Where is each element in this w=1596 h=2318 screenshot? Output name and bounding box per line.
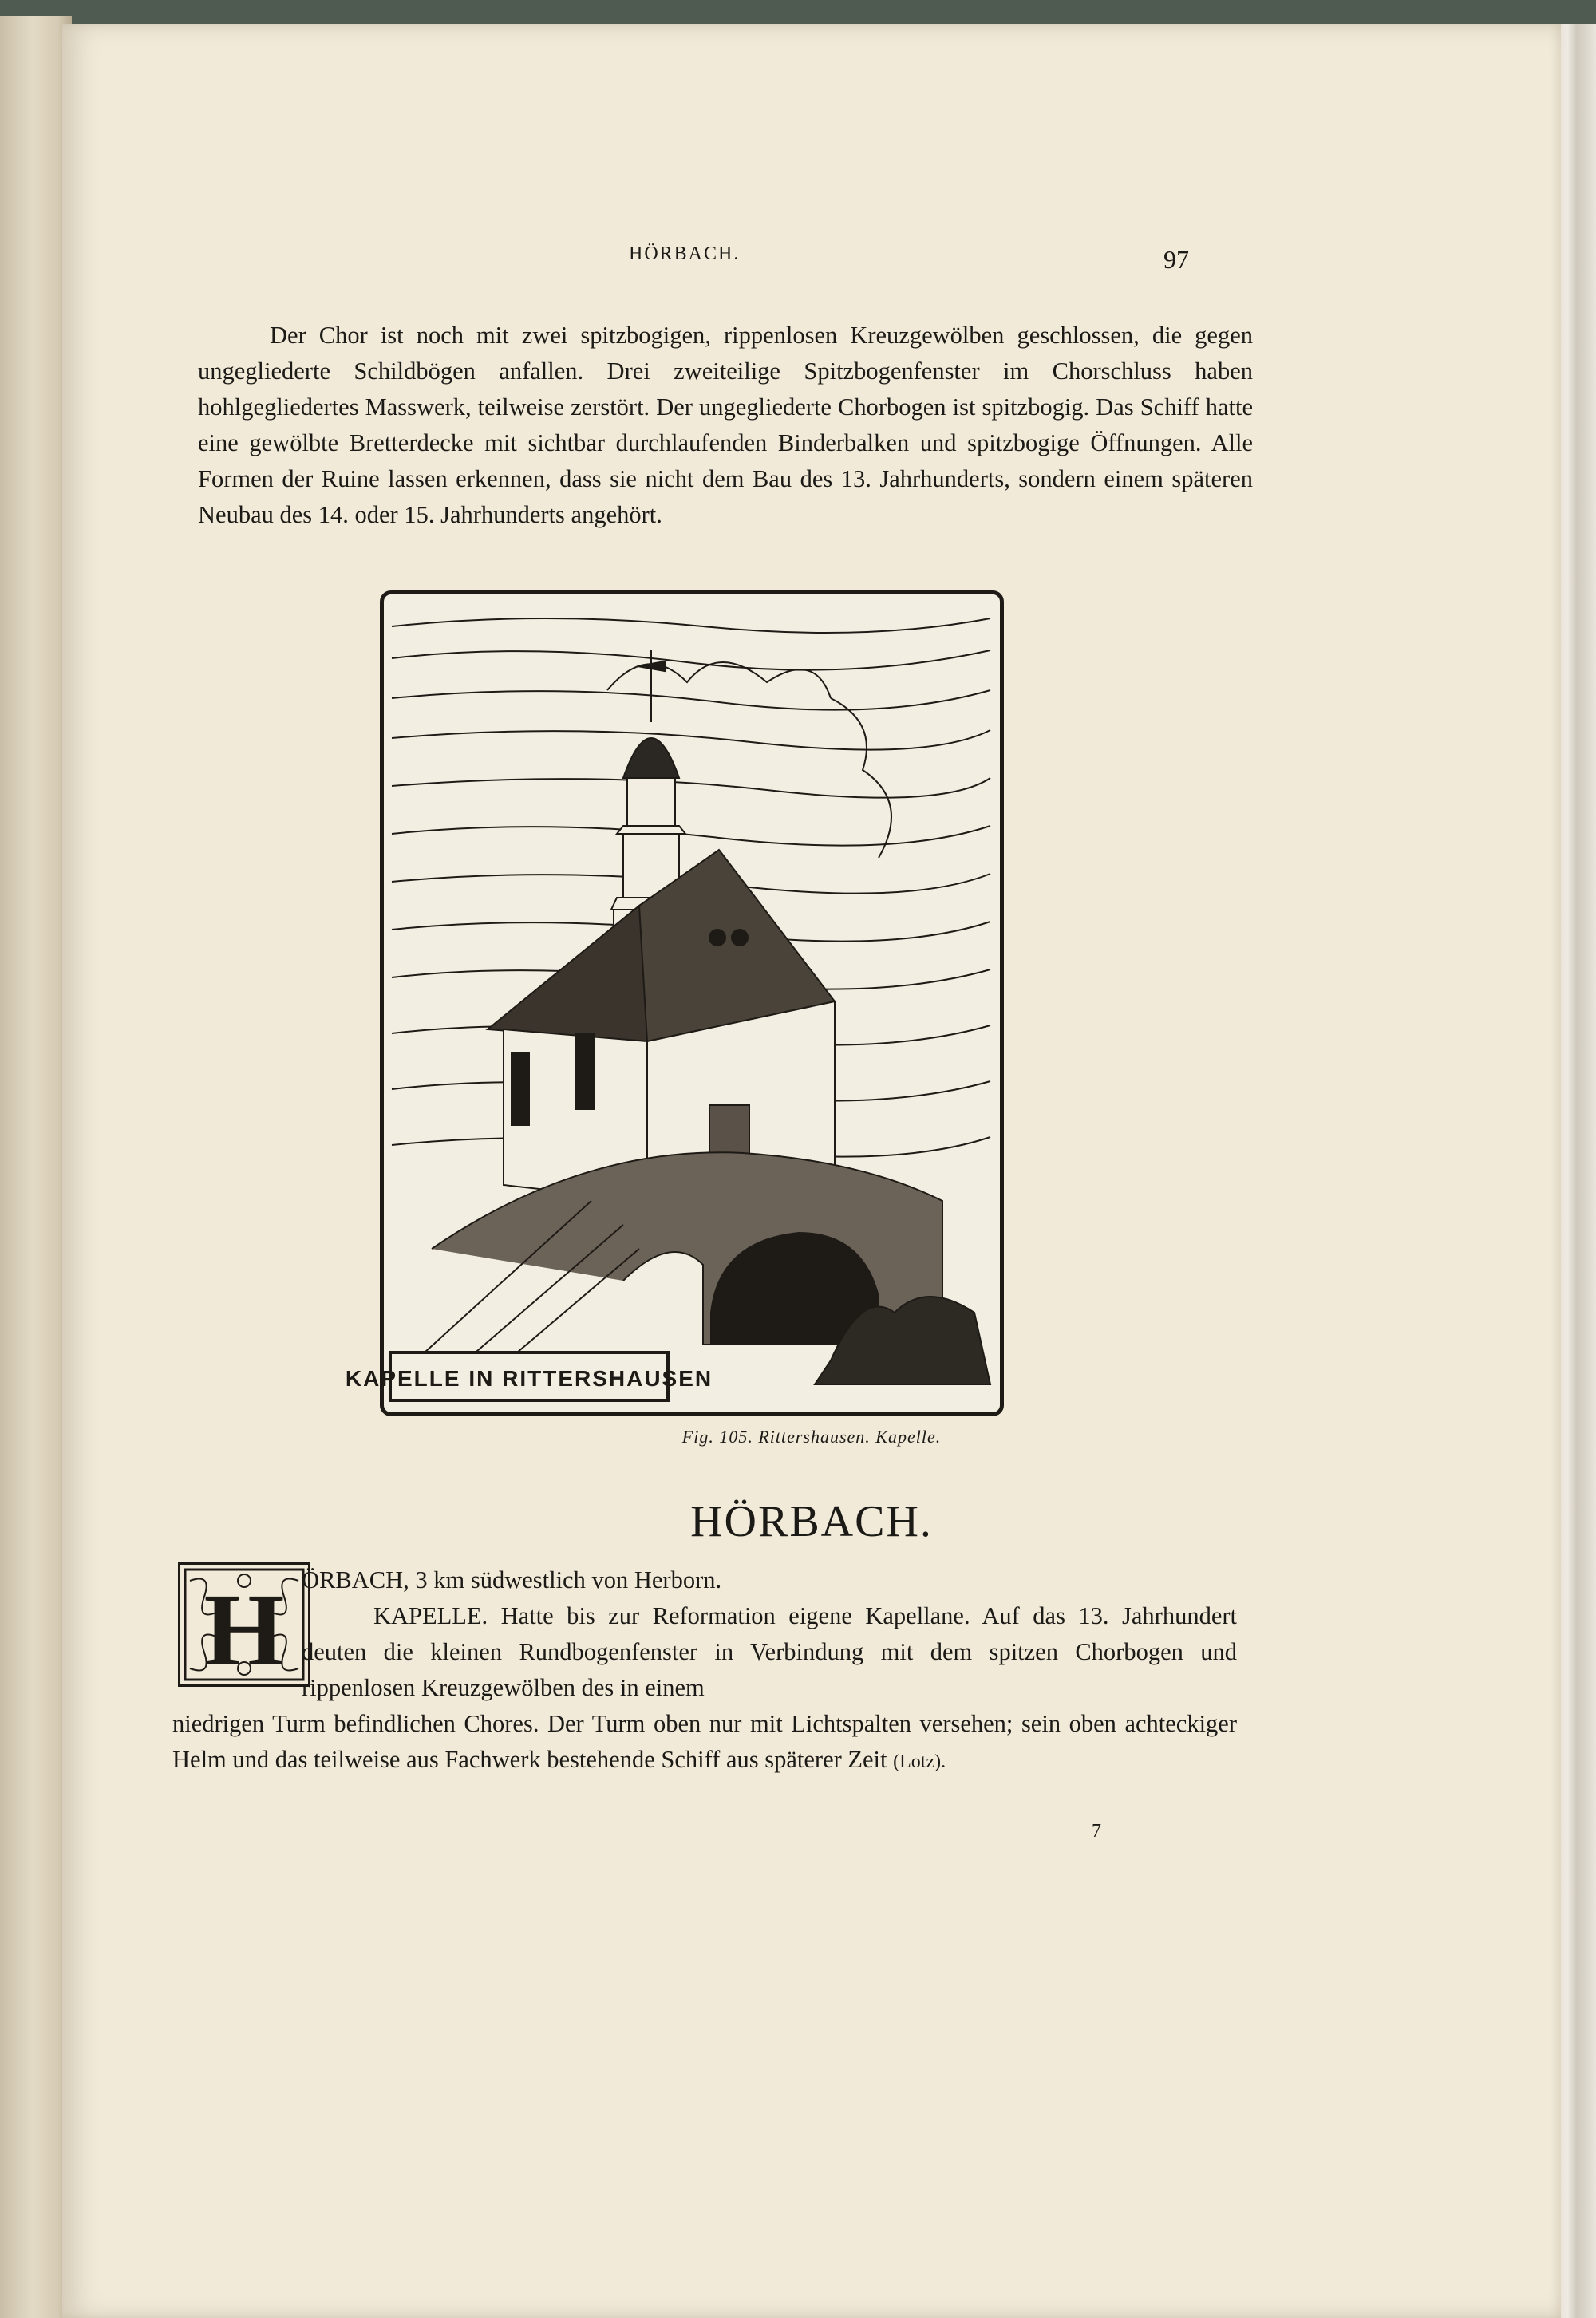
intro-line: ÖRBACH, 3 km südwestlich von Herborn. xyxy=(302,1566,722,1593)
ornament-initial-icon xyxy=(180,1565,308,1688)
running-head: HÖRBACH. xyxy=(629,243,741,264)
paragraph-kapelle-rest xyxy=(172,1706,1237,1780)
figure-caption: Fig. 105. Rittershausen. Kapelle. xyxy=(681,1427,942,1447)
chapel-inscription: KAPELLE IN RITTERSHAUSEN xyxy=(345,1366,713,1391)
section-title: HÖRBACH. xyxy=(690,1497,933,1546)
chapel-illustration xyxy=(345,590,1004,1416)
page-number: 97 xyxy=(1163,245,1189,274)
page-header xyxy=(62,227,1561,275)
paragraph-chor-text: Der Chor ist noch mit zwei spitzbogigen, rippenlosen Kreuzgewölben geschlossen, die gegen ungegliederte Schildbögen anfallen. Drei zweiteilige Spitzbogenfenster im Chorschluss haben hohlgegliedertes Masswerk, teilweise zerstört. Der ungegliederte Chorbogen ist spitzbogig. Das Schiff hatte eine gewölbte Bretterdecke mit sichtbar durchlaufenden Binderbalken und spitzbogige Öffnungen. Alle Formen der Ruine lassen erkennen, dass sie nicht dem Bau des 13. Jahrhunderts, sondern einem späteren Neubau des 14. oder 15. Jahrhunderts angehört. xyxy=(198,322,1253,528)
paragraph-chor xyxy=(198,318,1253,533)
left-page-edge xyxy=(0,16,72,2318)
paragraph-kapelle-first xyxy=(302,1598,1237,1706)
book-page xyxy=(62,24,1561,2318)
source-note: (Lotz). xyxy=(893,1751,946,1772)
initial-letter: H xyxy=(203,1573,285,1688)
decorated-initial xyxy=(178,1562,310,1687)
paragraph-kapelle-first-text: KAPELLE. Hatte bis zur Reformation eigene Kapellane. Auf das 13. Jahrhundert deuten die kleinen Rundbogenfenster in Verbindung mit dem spitzen Chorbogen und rippenlosen Kreuzgewölben des in einem xyxy=(302,1602,1237,1701)
paragraph-kapelle-rest-body: niedrigen Turm befindlichen Chores. Der Turm oben nur mit Lichtspalten versehen; sein oben achteckiger Helm und das teilweise aus Fachwerk bestehende Schiff aus späterer Zeit xyxy=(172,1710,1237,1773)
signature-mark: 7 xyxy=(1092,1821,1101,1842)
paragraph-kapelle-rest-text xyxy=(172,1706,1237,1780)
chapel-drawing xyxy=(345,594,1000,1412)
